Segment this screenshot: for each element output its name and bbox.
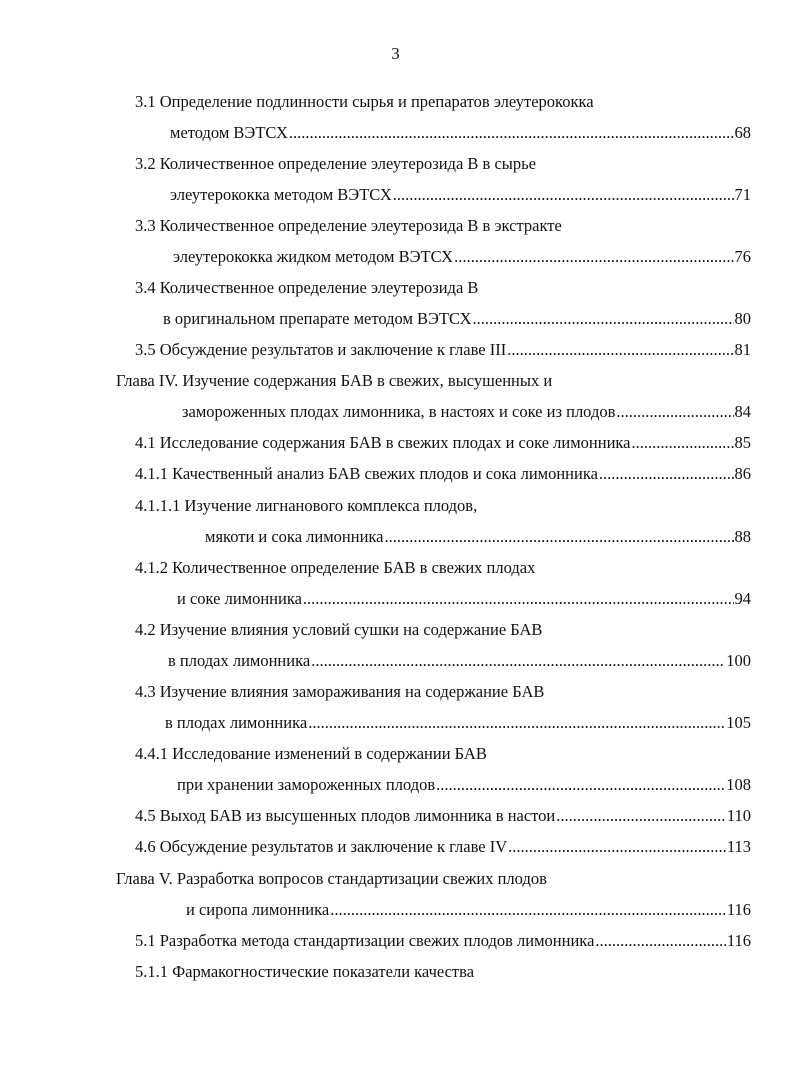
toc-entry-3-4-cont [163,309,751,329]
toc-entry-3-3 [135,216,562,236]
toc-entry-4-1-2 [135,558,535,578]
toc-entry-text: 4.6 Обсуждение результатов и заключение к главе IV [135,837,508,856]
toc-entry-3-1-cont [170,123,751,143]
toc-entry-4-6 [135,837,751,857]
toc-leader-dots [507,340,733,360]
toc-entry-text: элеутерококка жидком методом ВЭТСХ [173,247,454,266]
toc-entry-4-1-1-1-cont [205,527,751,547]
toc-entry-text: 5.1 Разработка метода стандартизации свежих плодов лимонника [135,931,595,950]
toc-entry-text: 4.5 Выход БАВ из высушенных плодов лимонника в настои [135,806,556,825]
toc-entry-4-4-1 [135,744,487,764]
toc-entry-5-1-1 [135,962,474,982]
toc-page-number: 86 [734,464,751,483]
toc-leader-dots [303,589,734,609]
toc-page-number: 80 [734,309,751,328]
toc-leader-dots [595,931,725,951]
toc-leader-dots [556,806,726,826]
toc-entry-4-1-1-1 [135,496,477,516]
toc-entry-3-4 [135,278,478,298]
toc-entry-text: Глава IV. Изучение содержания БАВ в свежих, высушенных и [116,371,553,390]
toc-entry-text: 5.1.1 Фармакогностические показатели качества [135,962,475,981]
toc-leader-dots [436,775,725,795]
toc-entry-4-1-1 [135,464,751,484]
toc-entry-text: методом ВЭТСХ [170,123,288,142]
toc-page-number: 84 [734,402,751,421]
toc-page-number: 113 [726,837,751,856]
toc-entry-3-2-cont [170,185,751,205]
toc-page-number: 88 [734,527,751,546]
toc-entry-4-1 [135,433,751,453]
toc-leader-dots [393,185,734,205]
toc-entry-text: элеутерококка методом ВЭТСХ [170,185,392,204]
toc-entry-text: в плодах лимонника [168,651,311,670]
toc-page-number: 110 [726,806,751,825]
toc-entry-text: мякоти и сока лимонника [205,527,384,546]
toc-leader-dots [330,900,726,920]
toc-chapter-4 [116,371,552,391]
toc-entry-4-1-2-cont [177,589,751,609]
toc-entry-text: 3.4 Количественное определение элеутерозида В [135,278,479,297]
toc-chapter-5-cont [186,900,751,920]
toc-page-number: 68 [734,123,751,142]
toc-entry-3-5 [135,340,751,360]
toc-page-number: 76 [734,247,751,266]
toc-leader-dots [308,713,725,733]
toc-entry-text: 3.1 Определение подлинности сырья и препаратов элеутерококка [135,92,594,111]
toc-entry-text: в плодах лимонника [165,713,308,732]
toc-entry-text: 4.1.1 Качественный анализ БАВ свежих плодов и сока лимонника [135,464,598,483]
toc-leader-dots [473,309,734,329]
toc-leader-dots [631,433,733,453]
toc-entry-4-4-1-cont [177,775,751,795]
toc-entry-text: и соке лимонника [177,589,302,608]
toc-entry-4-3 [135,682,544,702]
toc-leader-dots [508,837,726,857]
toc-entry-text: 4.4.1 Исследование изменений в содержании БАВ [135,744,487,763]
toc-leader-dots [289,123,734,143]
toc-entry-text: 4.1.2 Количественное определение БАВ в свежих плодах [135,558,536,577]
toc-page-number: 108 [726,775,751,794]
toc-leader-dots [599,464,734,484]
toc-entry-text: 4.1.1.1 Изучение лигнанового комплекса плодов, [135,496,478,515]
toc-entry-text: 3.3 Количественное определение элеутерозида В в экстракте [135,216,562,235]
toc-entry-4-5 [135,806,751,826]
toc-page-number: 81 [734,340,751,359]
toc-entry-5-1 [135,931,751,951]
toc-entry-text: 3.5 Обсуждение результатов и заключение к главе III [135,340,507,359]
toc-page-number: 94 [734,589,751,608]
toc-entry-3-1 [135,92,594,112]
toc-page-number: 116 [726,900,751,919]
toc-page-number: 116 [726,931,751,950]
toc-entry-3-3-cont [173,247,751,267]
toc-chapter-4-cont [182,402,751,422]
page-number: 3 [391,44,400,63]
toc-entry-text: и сиропа лимонника [186,900,330,919]
toc-entry-4-2 [135,620,542,640]
toc-entry-text: 4.2 Изучение влияния условий сушки на содержание БАВ [135,620,543,639]
toc-entry-text: в оригинальном препарате методом ВЭТСХ [163,309,472,328]
toc-page-number: 85 [734,433,751,452]
toc-entry-4-3-cont [165,713,751,733]
toc-page-number: 71 [734,185,751,204]
toc-leader-dots [616,402,733,422]
toc-leader-dots [385,527,734,547]
toc-leader-dots [311,651,725,671]
toc-entry-text: 4.3 Изучение влияния замораживания на содержание БАВ [135,682,545,701]
toc-entry-text: Глава V. Разработка вопросов стандартизации свежих плодов [116,869,547,888]
toc-entry-text: 3.2 Количественное определение элеутерозида В в сырье [135,154,536,173]
toc-entry-3-2 [135,154,536,174]
toc-leader-dots [454,247,733,267]
toc-page-number: 100 [726,651,751,670]
toc-chapter-5 [116,869,547,889]
toc-page-number: 105 [726,713,751,732]
toc-entry-text: при хранении замороженных плодов [177,775,436,794]
toc-entry-4-2-cont [168,651,751,671]
toc-entry-text: 4.1 Исследование содержания БАВ в свежих плодах и соке лимонника [135,433,631,452]
toc-entry-text: замороженных плодах лимонника, в настоях и соке из плодов [182,402,616,421]
